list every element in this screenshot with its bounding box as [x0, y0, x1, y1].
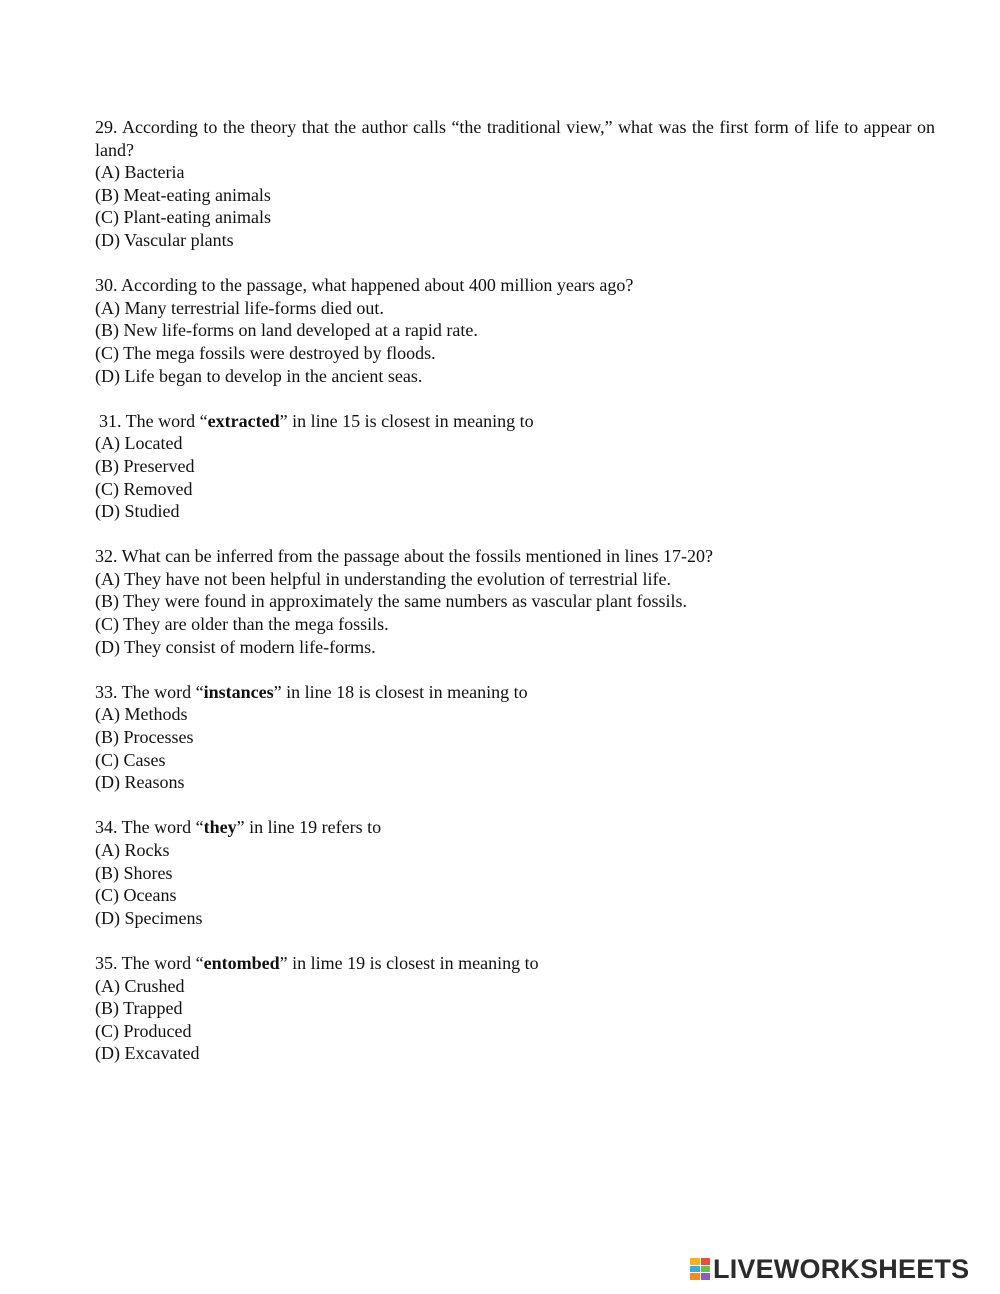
liveworksheets-logo [690, 1254, 969, 1284]
stem-text: ” in line 18 is closest in meaning to [273, 681, 528, 702]
key-word: instances [203, 681, 274, 702]
answer-option: (C) Plant-eating animals [95, 207, 271, 228]
logo-text: LIVEWORKSHEETS [713, 1253, 970, 1284]
answer-option: (A) Many terrestrial life-forms died out. [95, 297, 384, 318]
answer-option: (D) Studied [95, 501, 180, 522]
logo-grid-cell [690, 1266, 700, 1273]
answer-option: (A) Located [95, 433, 183, 454]
logo-grid-cell [701, 1258, 711, 1265]
question-stem [95, 410, 935, 433]
answer-option: (B) They were found in approximately the same numbers as vascular plant fossils. [95, 591, 688, 612]
question-stem [95, 116, 935, 161]
stem-text: 34. The word “ [95, 817, 204, 838]
answer-option: (D) Specimens [95, 907, 203, 928]
key-word: extracted [207, 410, 280, 431]
question-33 [95, 681, 935, 794]
stem-text: 32. What can be inferred from the passage about the fossils mentioned in lines 17-20? [95, 546, 713, 567]
answer-option: (A) Methods [95, 704, 188, 725]
answer-option: (A) Rocks [95, 840, 170, 860]
worksheet-questions [95, 116, 935, 1088]
answer-option: (D) Excavated [95, 1043, 200, 1064]
answer-option: (C) The mega fossils were destroyed by floods. [95, 342, 436, 363]
answer-option: (B) Processes [95, 727, 194, 748]
answer-option: (B) Preserved [95, 455, 195, 476]
answer-option: (A) Bacteria [95, 162, 185, 183]
answer-option: (A) They have not been helpful in understanding the evolution of terrestrial life. [95, 568, 671, 589]
question-31 [95, 410, 935, 523]
answer-option: (C) Produced [95, 1020, 192, 1041]
answer-option: (D) Life began to develop in the ancient seas. [95, 365, 423, 386]
answer-option: (B) Shores [95, 862, 173, 883]
stem-text: 29. According to the theory that the author calls “the traditional view,” what was the first form of life to appear on land? [95, 117, 935, 160]
logo-grid-cell [701, 1266, 711, 1273]
question-stem [95, 952, 935, 975]
answer-option: (D) Vascular plants [95, 229, 234, 250]
answer-option: (B) Trapped [95, 998, 183, 1019]
logo-grid-cell [690, 1258, 700, 1265]
logo-grid-cell [701, 1273, 711, 1280]
question-35 [95, 952, 935, 1065]
answer-option: (D) They consist of modern life-forms. [95, 636, 376, 657]
question-34 [95, 816, 935, 929]
question-stem [95, 816, 935, 839]
question-32 [95, 545, 935, 658]
logo-grid-cell [690, 1273, 700, 1280]
stem-text: ” in lime 19 is closest in meaning to [279, 952, 539, 973]
stem-text: 30. According to the passage, what happened about 400 million years ago? [95, 275, 634, 296]
answer-option: (C) Oceans [95, 885, 177, 906]
answer-option: (C) Removed [95, 478, 193, 499]
answer-option: (B) New life-forms on land developed at a rapid rate. [95, 320, 478, 341]
answer-option: (D) Reasons [95, 772, 185, 793]
answer-option: (C) They are older than the mega fossils. [95, 614, 389, 635]
liveworksheets-grid-icon [690, 1258, 710, 1280]
question-30 [95, 274, 935, 387]
answer-option: (A) Crushed [95, 975, 185, 996]
stem-text: 31. The word “ [99, 410, 208, 431]
question-stem [95, 545, 935, 568]
answer-option: (B) Meat-eating animals [95, 184, 271, 205]
stem-text: ” in line 15 is closest in meaning to [279, 410, 534, 431]
question-stem [95, 681, 935, 704]
answer-option: (C) Cases [95, 749, 166, 770]
stem-text: ” in line 19 refers to [236, 817, 382, 838]
question-29 [95, 116, 935, 252]
stem-text: 35. The word “ [95, 952, 204, 973]
key-word: entombed [203, 952, 280, 973]
stem-text: 33. The word “ [95, 681, 204, 702]
key-word: they [203, 817, 237, 838]
question-stem [95, 274, 935, 297]
